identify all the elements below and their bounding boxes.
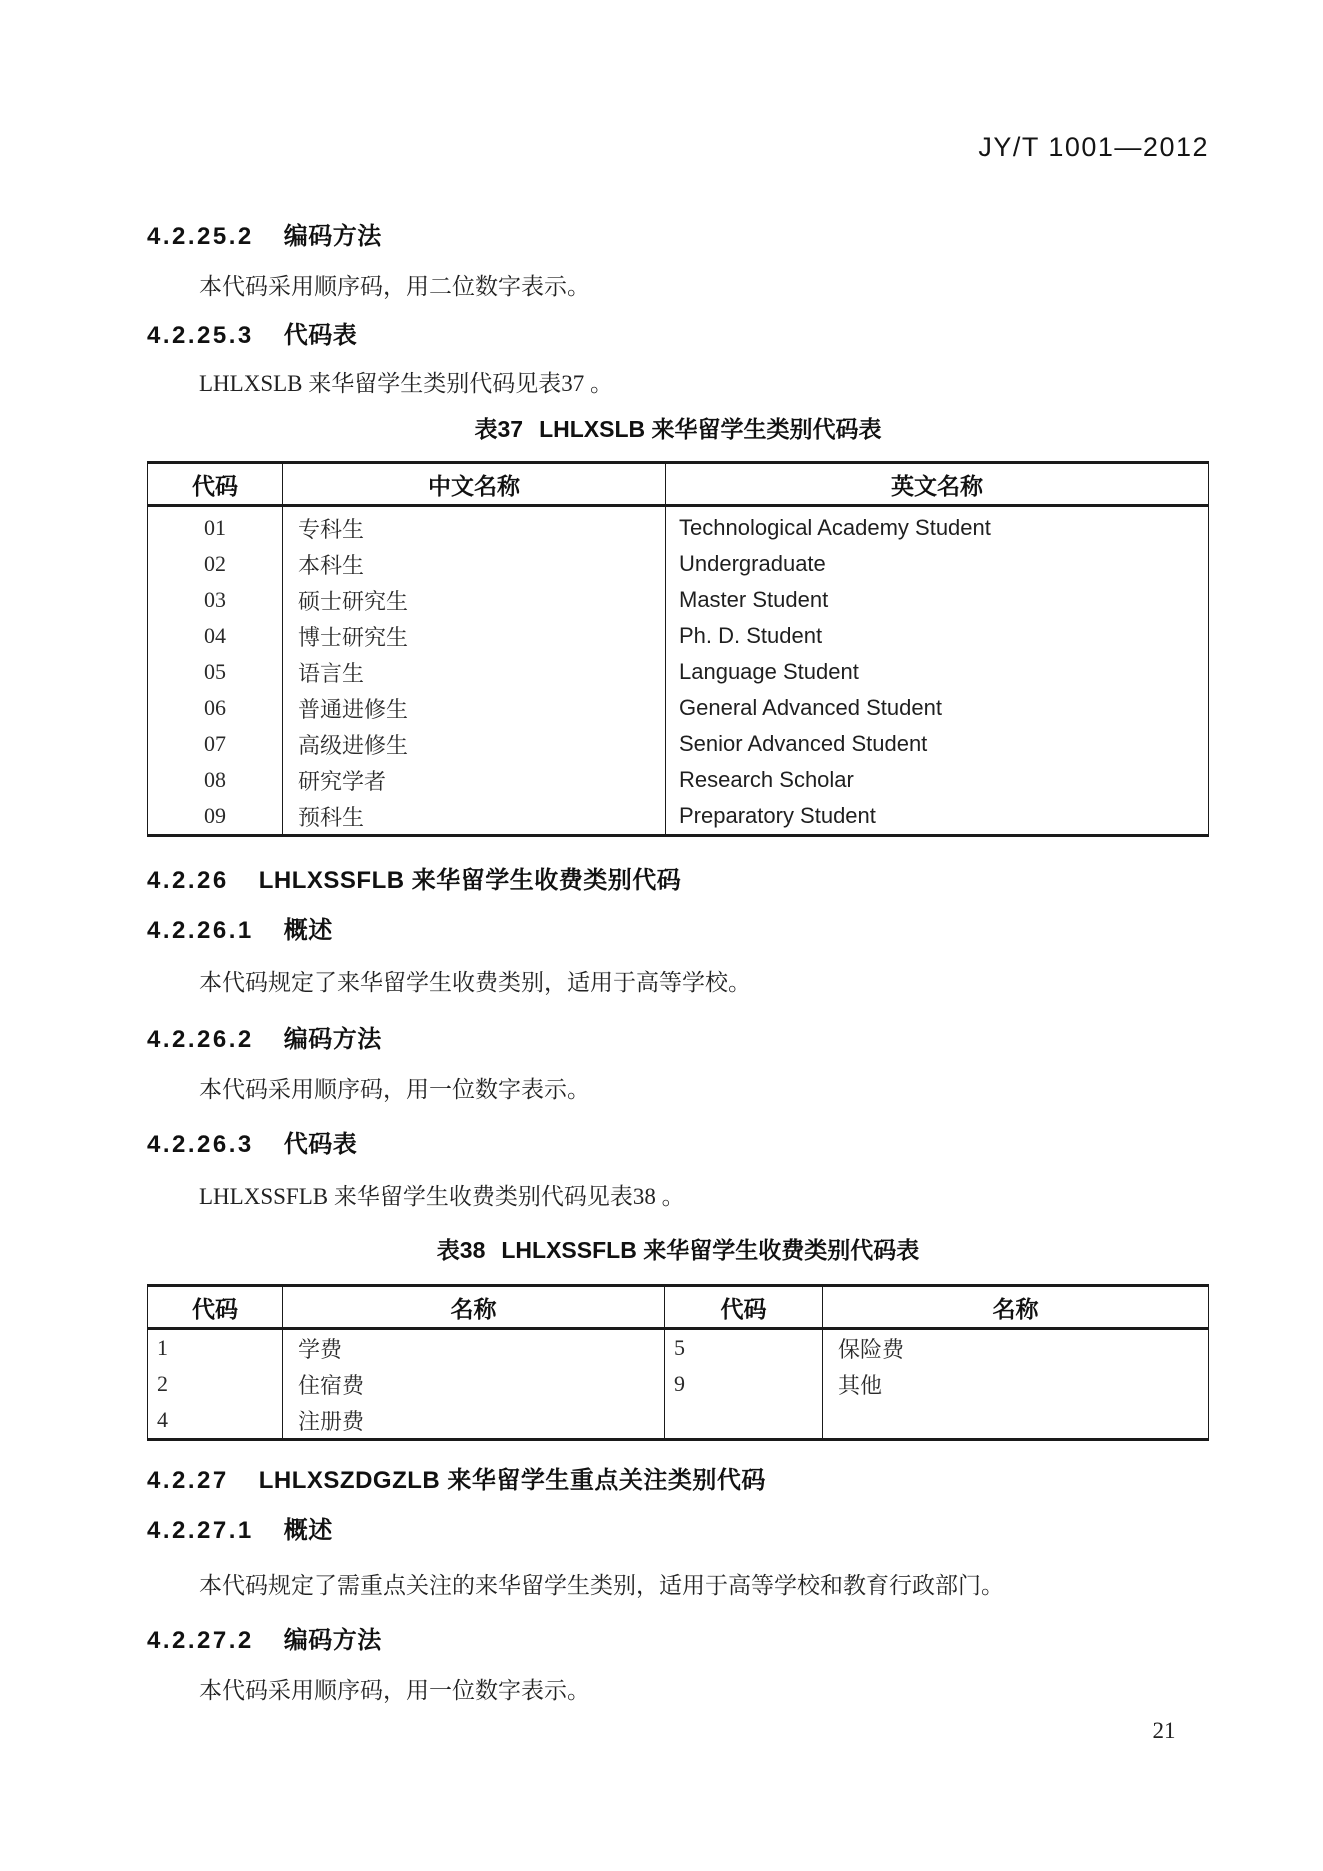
section-title: 概述 bbox=[283, 1517, 333, 1544]
section-title: 编码方法 bbox=[283, 1026, 382, 1053]
table-row bbox=[148, 1329, 1209, 1367]
column-header: 英文名称 bbox=[666, 463, 1209, 506]
body-paragraph: 本代码规定了需重点关注的来华留学生类别，适用于高等学校和教育行政部门。 bbox=[199, 1573, 1004, 1598]
code-cell bbox=[665, 1402, 823, 1440]
section-title: LHLXSSFLB 来华留学生收费类别代码 bbox=[258, 867, 682, 894]
body-paragraph: 本代码采用顺序码，用一位数字表示。 bbox=[199, 1678, 590, 1703]
body-paragraph: 本代码采用顺序码，用二位数字表示。 bbox=[199, 274, 590, 299]
table37-caption-title: LHLXSLB 来华留学生类别代码表 bbox=[539, 416, 882, 442]
code-cell: 09 bbox=[204, 803, 226, 828]
table-row bbox=[148, 582, 1209, 618]
doc-header bbox=[147, 132, 1209, 163]
code-cell: 03 bbox=[204, 587, 226, 612]
chinese-name-cell: 普通进修生 bbox=[283, 690, 666, 726]
section-number: 4.2.27.2 bbox=[147, 1627, 254, 1654]
section-number: 4.2.27.1 bbox=[147, 1517, 254, 1544]
column-header: 名称 bbox=[283, 1286, 665, 1329]
column-header: 代码 bbox=[148, 1286, 283, 1329]
table38-caption bbox=[147, 1237, 1209, 1263]
table-row bbox=[148, 762, 1209, 798]
section-title: 代码表 bbox=[283, 322, 358, 349]
doc-code: JY/T 1001—2012 bbox=[978, 132, 1209, 162]
name-cell: 学费 bbox=[283, 1329, 665, 1367]
table-row bbox=[148, 654, 1209, 690]
section-heading-4-2-27-2 bbox=[147, 1627, 1209, 1654]
section-heading-4-2-27-1 bbox=[147, 1517, 1209, 1544]
body-paragraph: LHLXSSFLB 来华留学生收费类别代码见表38 。 bbox=[199, 1184, 685, 1209]
english-name-cell: Senior Advanced Student bbox=[666, 726, 1209, 762]
page-number: 21 bbox=[1152, 1718, 1176, 1743]
chinese-name-cell: 本科生 bbox=[283, 546, 666, 582]
table-row bbox=[148, 690, 1209, 726]
column-header: 中文名称 bbox=[283, 463, 666, 506]
body-paragraph: LHLXSLB 来华留学生类别代码见表37 。 bbox=[199, 371, 613, 396]
table-row bbox=[148, 506, 1209, 547]
section-heading-4-2-25-2 bbox=[147, 223, 1209, 250]
name-cell: 保险费 bbox=[823, 1329, 1209, 1367]
section-title: 概述 bbox=[283, 917, 333, 944]
name-cell: 住宿费 bbox=[283, 1366, 665, 1402]
code-cell: 05 bbox=[204, 659, 226, 684]
english-name-cell: General Advanced Student bbox=[666, 690, 1209, 726]
english-name-cell: Research Scholar bbox=[666, 762, 1209, 798]
code-cell: 02 bbox=[204, 551, 226, 576]
table38-header-row bbox=[148, 1286, 1209, 1329]
code-cell: 5 bbox=[665, 1329, 823, 1367]
code-cell: 07 bbox=[204, 731, 226, 756]
table38-caption-label: 表38 bbox=[436, 1237, 486, 1263]
body-paragraph: 本代码采用顺序码，用一位数字表示。 bbox=[199, 1077, 590, 1102]
section-number: 4.2.25.3 bbox=[147, 322, 254, 349]
code-cell: 9 bbox=[665, 1366, 823, 1402]
section-title: 编码方法 bbox=[283, 223, 382, 250]
section-number: 4.2.26 bbox=[147, 867, 229, 894]
chinese-name-cell: 高级进修生 bbox=[283, 726, 666, 762]
code-cell: 06 bbox=[204, 695, 226, 720]
section-heading-4-2-26-3 bbox=[147, 1131, 1209, 1158]
section-title: 代码表 bbox=[283, 1131, 358, 1158]
code-table-38 bbox=[147, 1284, 1209, 1441]
table-row bbox=[148, 798, 1209, 836]
name-cell: 其他 bbox=[823, 1366, 1209, 1402]
column-header: 代码 bbox=[665, 1286, 823, 1329]
table-row bbox=[148, 1402, 1209, 1440]
code-cell: 08 bbox=[204, 767, 226, 792]
table-row bbox=[148, 618, 1209, 654]
section-number: 4.2.27 bbox=[147, 1467, 229, 1494]
chinese-name-cell: 专科生 bbox=[283, 506, 666, 547]
section-number: 4.2.25.2 bbox=[147, 223, 254, 250]
column-header: 代码 bbox=[148, 463, 283, 506]
page-content bbox=[0, 132, 1323, 1704]
english-name-cell: Language Student bbox=[666, 654, 1209, 690]
table38-caption-title: LHLXSSFLB 来华留学生收费类别代码表 bbox=[501, 1237, 920, 1263]
table37-header-row bbox=[148, 463, 1209, 506]
table-row bbox=[148, 1366, 1209, 1402]
section-heading-4-2-26-1 bbox=[147, 917, 1209, 944]
chinese-name-cell: 硕士研究生 bbox=[283, 582, 666, 618]
english-name-cell: Undergraduate bbox=[666, 546, 1209, 582]
column-header: 名称 bbox=[823, 1286, 1209, 1329]
code-cell: 04 bbox=[204, 623, 226, 648]
name-cell: 注册费 bbox=[283, 1402, 665, 1440]
section-title: 编码方法 bbox=[283, 1627, 382, 1654]
chinese-name-cell: 研究学者 bbox=[283, 762, 666, 798]
code-cell: 1 bbox=[157, 1335, 168, 1360]
section-heading-4-2-26-2 bbox=[147, 1026, 1209, 1053]
code-cell: 01 bbox=[204, 515, 226, 540]
section-title: LHLXSZDGZLB 来华留学生重点关注类别代码 bbox=[258, 1467, 766, 1494]
table37-caption bbox=[147, 416, 1209, 442]
section-number: 4.2.26.3 bbox=[147, 1131, 254, 1158]
english-name-cell: Ph. D. Student bbox=[666, 618, 1209, 654]
table-row bbox=[148, 726, 1209, 762]
code-cell: 4 bbox=[157, 1407, 168, 1432]
name-cell bbox=[823, 1402, 1209, 1440]
chinese-name-cell: 预科生 bbox=[283, 798, 666, 836]
section-number: 4.2.26.2 bbox=[147, 1026, 254, 1053]
code-table-37 bbox=[147, 461, 1209, 837]
table37-caption-label: 表37 bbox=[474, 416, 524, 442]
section-heading-4-2-25-3 bbox=[147, 322, 1209, 349]
code-cell: 2 bbox=[157, 1371, 168, 1396]
body-paragraph: 本代码规定了来华留学生收费类别，适用于高等学校。 bbox=[199, 970, 751, 995]
chinese-name-cell: 博士研究生 bbox=[283, 618, 666, 654]
section-heading-4-2-27 bbox=[147, 1467, 1209, 1494]
english-name-cell: Preparatory Student bbox=[666, 798, 1209, 836]
section-heading-4-2-26 bbox=[147, 867, 1209, 894]
english-name-cell: Technological Academy Student bbox=[666, 506, 1209, 547]
chinese-name-cell: 语言生 bbox=[283, 654, 666, 690]
english-name-cell: Master Student bbox=[666, 582, 1209, 618]
section-number: 4.2.26.1 bbox=[147, 917, 254, 944]
table-row bbox=[148, 546, 1209, 582]
